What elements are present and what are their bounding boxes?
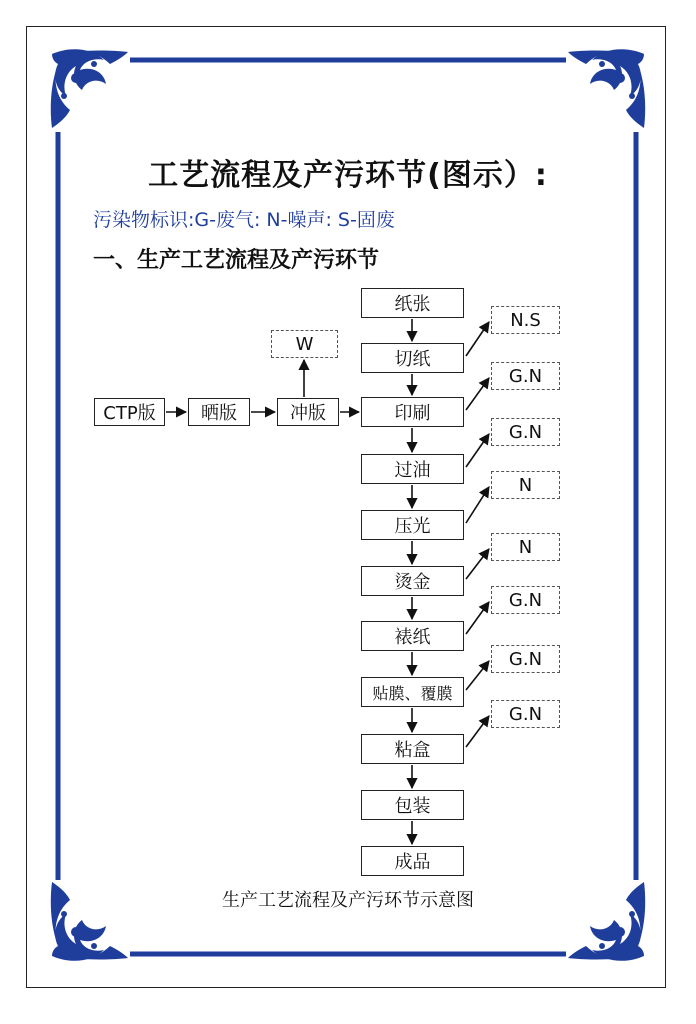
arrow-pollutant-2 — [466, 434, 489, 467]
step-ctp-plate: CTP版 — [94, 398, 165, 426]
pollutant-gluing: G.N — [491, 700, 560, 728]
step-varnishing: 过油 — [361, 454, 464, 484]
diagram-caption: 生产工艺流程及产污环节示意图 — [222, 890, 474, 911]
arrow-pollutant-5 — [466, 602, 489, 634]
arrow-pollutant-6 — [466, 661, 489, 690]
step-mounting: 裱纸 — [361, 621, 464, 651]
step-paper: 纸张 — [361, 288, 464, 318]
pollutant-cutting: N.S — [491, 306, 560, 334]
pollutant-calendering: N — [491, 471, 560, 499]
pollutant-laminating: G.N — [491, 645, 560, 673]
page-title: 工艺流程及产污环节(图示）: — [148, 158, 548, 193]
step-plate-exposure: 晒版 — [188, 398, 250, 426]
pollutant-legend: 污染物标识:G-废气: N-噪声: S-固废 — [93, 209, 395, 231]
step-plate-developing: 冲版 — [277, 398, 339, 426]
step-printing: 印刷 — [361, 397, 464, 427]
section-heading: 一、生产工艺流程及产污环节 — [93, 248, 380, 273]
pollutant-w: W — [271, 330, 338, 358]
arrow-pollutant-7 — [466, 716, 489, 747]
pollutant-varnishing: G.N — [491, 418, 560, 446]
pollutant-mounting: G.N — [491, 586, 560, 614]
pollutant-hot-stamping: N — [491, 533, 560, 561]
step-hot-stamping: 烫金 — [361, 566, 464, 596]
arrow-pollutant-4 — [466, 549, 489, 579]
step-calendering: 压光 — [361, 510, 464, 540]
arrow-pollutant-1 — [466, 378, 489, 410]
pollutant-printing: G.N — [491, 362, 560, 390]
step-cutting: 切纸 — [361, 343, 464, 373]
arrow-pollutant-0 — [466, 322, 489, 356]
step-laminating: 贴膜、覆膜 — [361, 677, 464, 707]
step-finished-product: 成品 — [361, 846, 464, 876]
step-gluing: 粘盒 — [361, 734, 464, 764]
step-packing: 包装 — [361, 790, 464, 820]
arrow-pollutant-3 — [466, 487, 489, 523]
